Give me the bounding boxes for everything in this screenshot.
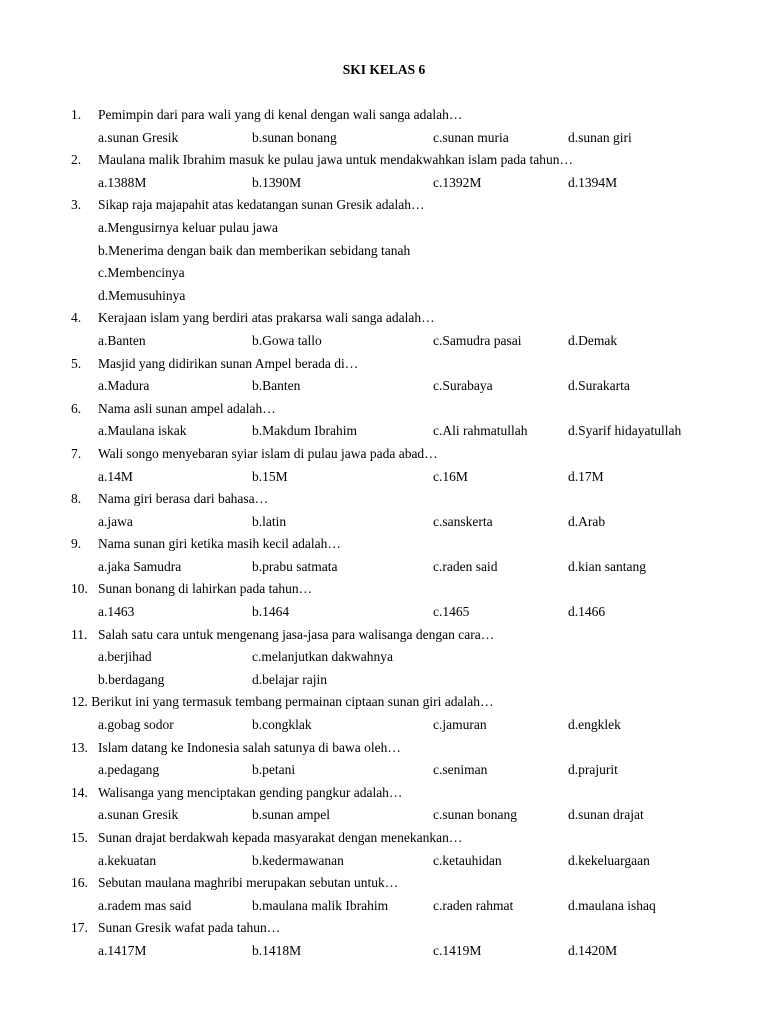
option-a: a.berjihad (98, 649, 152, 665)
options-7 (0, 468, 768, 491)
question-number: 11. (71, 626, 88, 642)
question-text: Salah satu cara untuk mengenang jasa-jasa para walisanga dengan cara… (98, 626, 495, 642)
question-text: Masjid yang didirikan sunan Ampel berada di… (98, 355, 359, 371)
question-number: 14. (71, 784, 88, 800)
options-1 (0, 129, 768, 152)
option-line (0, 242, 768, 265)
option-c: c.1392M (433, 174, 482, 190)
option-a: a.jawa (98, 513, 133, 529)
option-a: a.kekuatan (98, 852, 157, 868)
option-c: c.sanskerta (433, 513, 493, 529)
question-4 (0, 309, 768, 332)
question-text: Nama sunan giri ketika masih kecil adalah… (98, 536, 341, 552)
option-c: c.sunan bonang (433, 807, 517, 823)
option-d: d.1466 (568, 604, 606, 620)
option-b: b.1418M (252, 942, 302, 958)
question-text: Sebutan maulana maghribi merupakan sebutan untuk… (98, 875, 399, 891)
question-3 (0, 196, 768, 219)
option-c: c.16M (433, 468, 468, 484)
option-c: c.seniman (433, 762, 488, 778)
options-9 (0, 558, 768, 581)
option-line (0, 287, 768, 310)
option-d: d.1394M (568, 174, 618, 190)
option-b: b.Menerima dengan baik dan memberikan sebidang tanah (98, 242, 411, 258)
question-list (0, 106, 768, 965)
question-13 (0, 739, 768, 762)
options-11-row-2 (0, 671, 768, 694)
options-12 (0, 716, 768, 739)
question-text: 12. Berikut ini yang termasuk tembang permainan ciptaan sunan giri adalah… (71, 694, 494, 710)
option-a: a.1417M (98, 942, 147, 958)
option-a: a.Madura (98, 378, 150, 394)
question-10 (0, 580, 768, 603)
question-1 (0, 106, 768, 129)
question-number: 3. (71, 197, 82, 213)
question-14 (0, 784, 768, 807)
option-b: b.1390M (252, 174, 302, 190)
option-a: a.14M (98, 468, 133, 484)
option-c: c.melanjutkan dakwahnya (252, 649, 393, 665)
page-title: SKI KELAS 6 (342, 62, 426, 77)
option-a: a.sunan Gresik (98, 129, 179, 145)
options-16 (0, 897, 768, 920)
option-b: b.petani (252, 762, 296, 778)
question-15 (0, 829, 768, 852)
option-c: c.jamuran (433, 717, 487, 733)
question-2 (0, 151, 768, 174)
question-number: 16. (71, 875, 88, 891)
option-b: b.kedermawanan (252, 852, 344, 868)
option-a: a.gobag sodor (98, 717, 174, 733)
options-11-row-1 (0, 648, 768, 671)
option-b: b.1464 (252, 604, 290, 620)
question-number: 7. (71, 445, 82, 461)
options-6 (0, 422, 768, 445)
question-number: 1. (71, 107, 82, 122)
question-number: 2. (71, 152, 82, 168)
options-8 (0, 513, 768, 536)
option-b: b.sunan ampel (252, 807, 330, 823)
question-number: 4. (71, 310, 82, 326)
option-a: a.Banten (98, 332, 146, 348)
question-number: 6. (71, 400, 82, 416)
option-b: b.Gowa tallo (252, 332, 322, 348)
option-d: d.maulana ishaq (568, 897, 656, 913)
option-c: c.1419M (433, 942, 482, 958)
question-number: 15. (71, 830, 88, 845)
option-line (0, 264, 768, 287)
options-5 (0, 377, 768, 400)
option-d: d.1420M (568, 942, 618, 958)
question-6 (0, 400, 768, 423)
question-number: 13. (71, 739, 88, 755)
question-text: Walisanga yang menciptakan gending pangkur adalah… (98, 784, 403, 800)
option-d: d.Surakarta (568, 378, 630, 394)
option-b: b.Makdum Ibrahim (252, 423, 357, 439)
option-c: c.Surabaya (433, 378, 493, 394)
option-d: d.prajurit (568, 762, 618, 778)
question-7 (0, 445, 768, 468)
question-12 (0, 693, 768, 716)
question-8 (0, 490, 768, 513)
question-text: Sunan drajat berdakwah kepada masyarakat dengan menekankan… (98, 830, 463, 845)
options-15 (0, 852, 768, 875)
option-d: d.17M (568, 468, 604, 484)
options-4 (0, 332, 768, 355)
option-a: a.1388M (98, 174, 147, 190)
option-a: a.Mengusirnya keluar pulau jawa (98, 219, 278, 235)
option-d: d.Arab (568, 513, 606, 529)
option-b: b.prabu satmata (252, 558, 338, 574)
option-line (0, 219, 768, 242)
option-d: d.kian santang (568, 558, 646, 574)
question-text: Nama asli sunan ampel adalah… (98, 400, 276, 416)
options-13 (0, 761, 768, 784)
option-c: c.Ali rahmatullah (433, 423, 528, 439)
option-b: b.latin (252, 513, 287, 529)
question-text: Wali songo menyebaran syiar islam di pulau jawa pada abad… (98, 445, 438, 461)
options-14 (0, 806, 768, 829)
option-c: c.Membencinya (98, 265, 185, 281)
option-d: d.Demak (568, 332, 618, 348)
option-c: c.Samudra pasai (433, 332, 522, 348)
option-d: d.Memusuhinya (98, 287, 186, 303)
option-b: b.berdagang (98, 671, 165, 687)
option-b: b.sunan bonang (252, 129, 337, 145)
question-16 (0, 874, 768, 897)
option-d: d.belajar rajin (252, 671, 327, 687)
option-b: b.Banten (252, 378, 301, 394)
option-b: b.maulana malik Ibrahim (252, 897, 389, 913)
option-a: a.jaka Samudra (98, 558, 182, 574)
question-text: Nama giri berasa dari bahasa… (98, 491, 269, 507)
question-text: Sunan bonang di lahirkan pada tahun… (98, 581, 313, 597)
options-10 (0, 603, 768, 626)
question-number: 5. (71, 355, 82, 371)
question-text: Sikap raja majapahit atas kedatangan sunan Gresik adalah… (98, 197, 425, 213)
question-text: Sunan Gresik wafat pada tahun… (98, 920, 281, 936)
question-text: Pemimpin dari para wali yang di kenal dengan wali sanga adalah… (98, 107, 463, 122)
option-a: a.pedagang (98, 762, 160, 778)
option-c: c.raden said (433, 558, 498, 574)
option-d: d.Syarif hidayatullah (568, 423, 682, 439)
question-number: 17. (71, 920, 88, 936)
option-c: c.sunan muria (433, 129, 509, 145)
question-text: Islam datang ke Indonesia salah satunya di bawa oleh… (98, 739, 401, 755)
question-text: Maulana malik Ibrahim masuk ke pulau jawa untuk mendakwahkan islam pada tahun… (98, 152, 573, 168)
question-text: Kerajaan islam yang berdiri atas prakarsa wali sanga adalah… (98, 310, 435, 326)
options-17 (0, 942, 768, 965)
option-a: a.Maulana iskak (98, 423, 187, 439)
question-number: 9. (71, 536, 82, 552)
question-number: 8. (71, 491, 82, 507)
option-b: b.congklak (252, 717, 312, 733)
option-d: d.engklek (568, 717, 621, 733)
question-11 (0, 626, 768, 649)
option-d: d.sunan drajat (568, 807, 644, 823)
option-b: b.15M (252, 468, 288, 484)
question-number: 10. (71, 581, 88, 597)
option-d: d.kekeluargaan (568, 852, 650, 868)
option-a: a.sunan Gresik (98, 807, 179, 823)
question-5 (0, 355, 768, 378)
option-c: c.raden rahmat (433, 897, 514, 913)
option-d: d.sunan giri (568, 129, 632, 145)
question-9 (0, 535, 768, 558)
option-a: a.1463 (98, 604, 135, 620)
option-c: c.1465 (433, 604, 470, 620)
option-a: a.radem mas said (98, 897, 192, 913)
options-2 (0, 174, 768, 197)
option-c: c.ketauhidan (433, 852, 502, 868)
question-17 (0, 919, 768, 942)
